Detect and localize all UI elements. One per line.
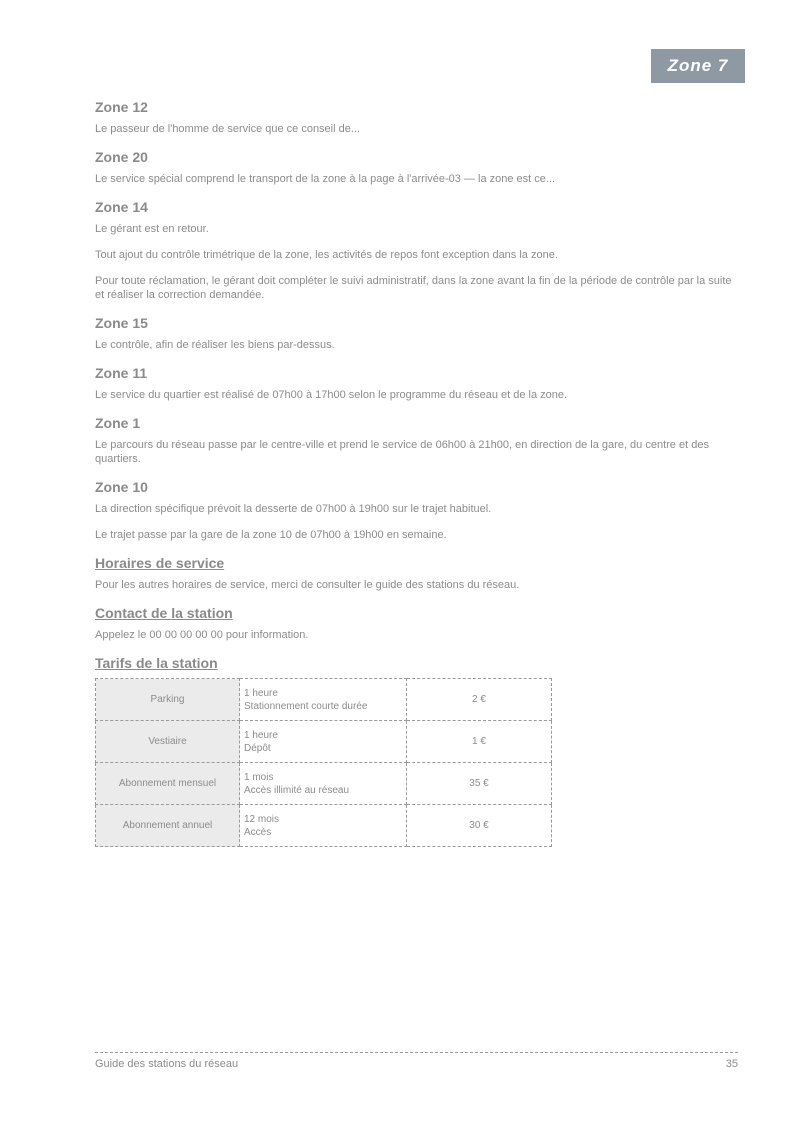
section-paragraph: Le service du quartier est réalisé de 07h00 à 17h00 selon le programme du réseau et de la zone. [95,389,568,401]
row-label: Abonnement annuel [96,805,240,847]
section-paragraph: Le trajet passe par la gare de la zone 10 de 07h00 à 19h00 en semaine. [95,529,447,541]
section-heading: Zone 11 [95,365,148,381]
section [95,478,735,542]
sections-container [95,98,735,642]
description-line: 1 heure [244,687,278,699]
section-paragraph: Le service spécial comprend le transport de la zone à la page à l'arrivée-03 — la zone est ce... [95,173,556,185]
description-line: Stationnement courte durée [244,700,368,712]
description-line: Accès [244,826,272,838]
section-heading: Zone 15 [95,315,148,331]
tariff-section [95,654,735,847]
row-description [240,679,407,721]
tariff-heading: Tarifs de la station [95,655,218,671]
description-line: 12 mois [244,813,280,825]
row-label: Parking [96,679,240,721]
row-description [240,805,407,847]
section [95,364,735,402]
section-paragraph: Pour toute réclamation, le gérant doit compléter le suivi administratif, dans la zone avant la fin de la période de contrôle par la suite et réaliser la correction demandée. [95,275,732,301]
section-paragraph: Le parcours du réseau passe par le centre-ville et prend le service de 06h00 à 21h00, en direction de la gare, du centre et des quartiers. [95,439,709,465]
table-row [96,763,552,805]
section-paragraph: La direction spécifique prévoit la desserte de 07h00 à 19h00 sur le trajet habituel. [95,503,492,515]
section [95,314,735,352]
page-number: 35 [725,1058,738,1070]
section-heading: Zone 1 [95,415,141,431]
page-footer [95,1052,738,1070]
zone-tag: Zone 7 [651,49,745,83]
document-body [95,98,735,859]
section [95,414,735,466]
footer-title: Guide des stations du réseau [95,1058,239,1070]
row-price: 35 € [407,763,552,805]
section-paragraph: Le contrôle, afin de réaliser les biens par-dessus. [95,339,335,351]
section-heading: Horaires de service [95,555,225,571]
section-paragraph: Appelez le 00 00 00 00 00 pour information. [95,629,309,641]
row-label: Abonnement mensuel [96,763,240,805]
section [95,198,735,302]
section [95,148,735,186]
section-heading: Zone 10 [95,479,148,495]
row-description [240,763,407,805]
description-line: Dépôt [244,742,271,754]
table-row [96,721,552,763]
section-heading: Zone 14 [95,199,148,215]
table-row [96,679,552,721]
row-label: Vestiaire [96,721,240,763]
section-heading: Zone 20 [95,149,148,165]
tariff-table [95,678,552,847]
description-line: 1 heure [244,729,278,741]
row-price: 2 € [407,679,552,721]
section [95,98,735,136]
row-price: 1 € [407,721,552,763]
section-heading: Zone 12 [95,99,148,115]
section-paragraph: Le gérant est en retour. [95,223,209,235]
section-paragraph: Le passeur de l'homme de service que ce conseil de... [95,123,361,135]
section-paragraph: Pour les autres horaires de service, merci de consulter le guide des stations du réseau. [95,579,520,591]
section [95,604,735,642]
table-row [96,805,552,847]
description-line: 1 mois [244,771,274,783]
row-description [240,721,407,763]
description-line: Accès illimité au réseau [244,784,350,796]
section [95,554,735,592]
row-price: 30 € [407,805,552,847]
section-paragraph: Tout ajout du contrôle trimétrique de la zone, les activités de repos font exception dans la zone. [95,249,558,261]
section-heading: Contact de la station [95,605,233,621]
